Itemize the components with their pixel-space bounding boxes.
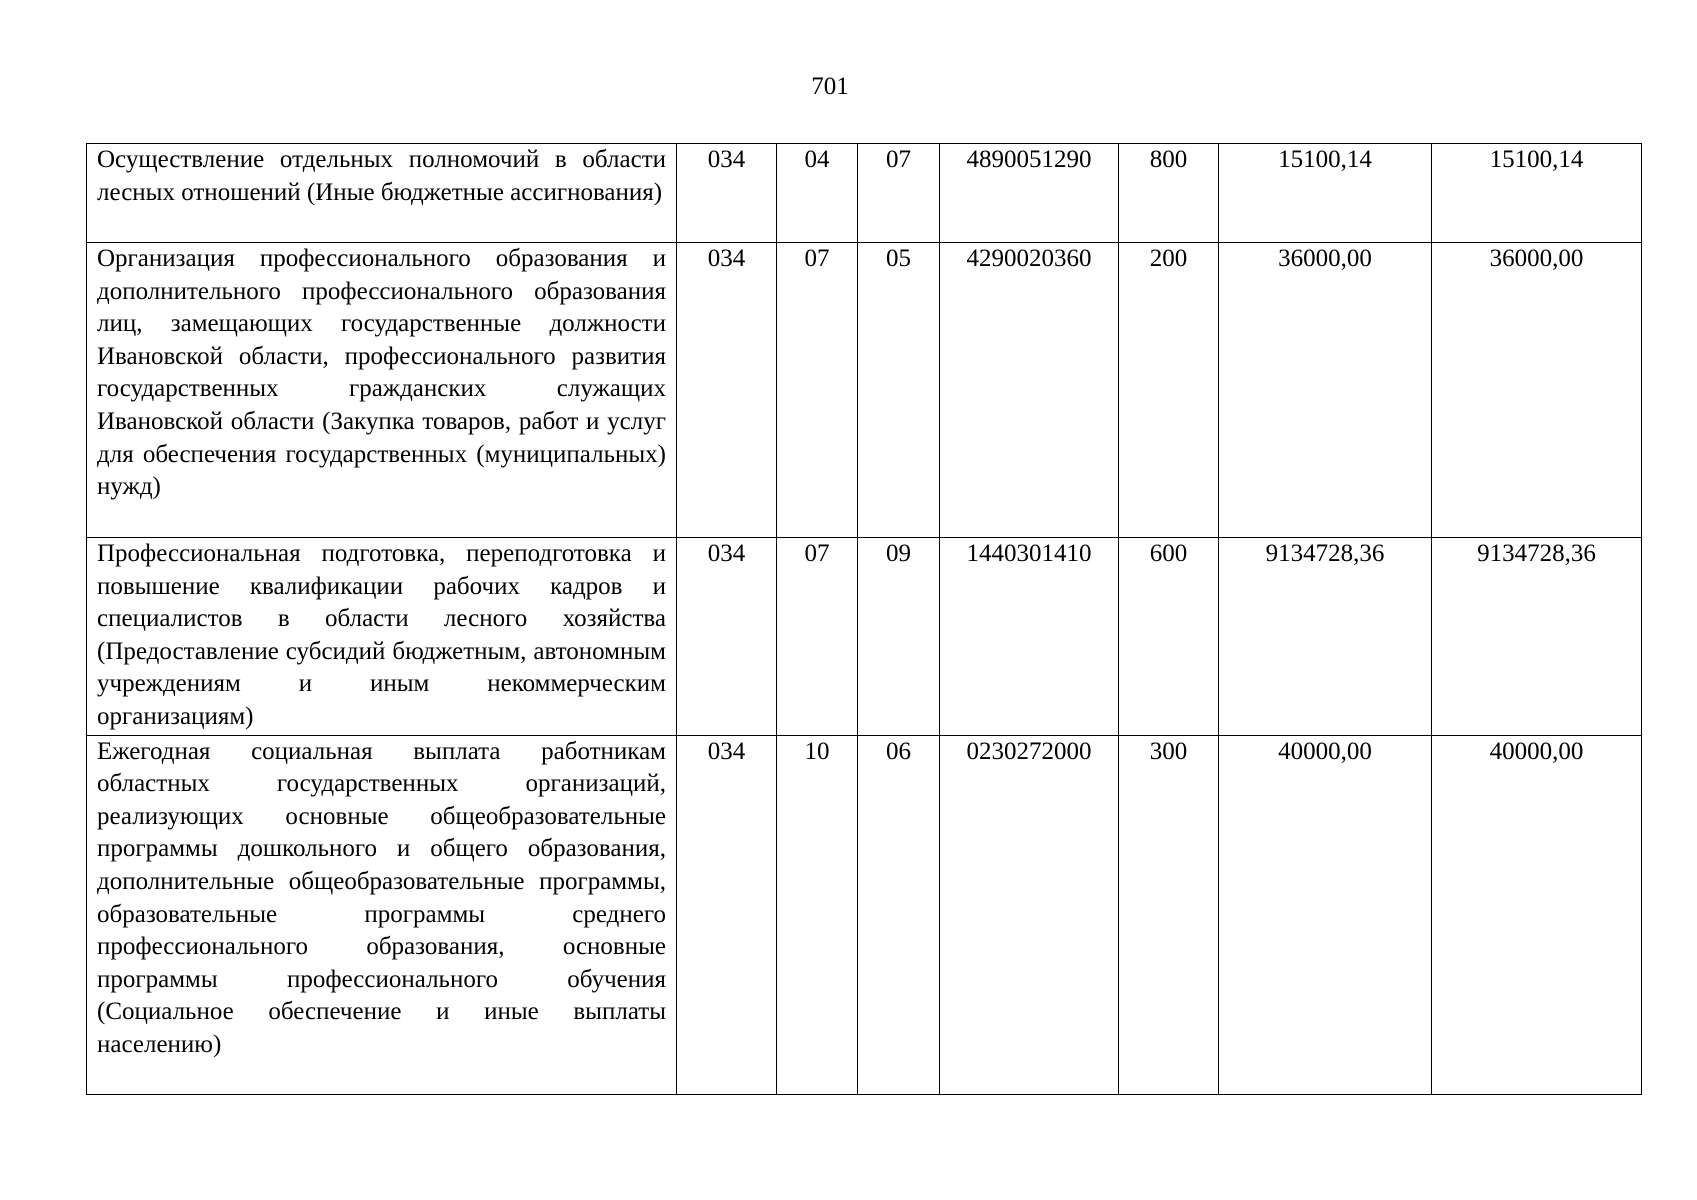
amount-2: 15100,14 <box>1432 144 1642 243</box>
table-row <box>87 144 1642 243</box>
amount-1: 15100,14 <box>1219 144 1432 243</box>
target-article-code: 0230272000 <box>940 735 1119 1094</box>
row-description: Профессиональная подготовка, переподготовка и повышение квалификации рабочих кадров и специалистов в области лесного хозяйства (Предоставление субсидий бюджетным, автономным учреждениям и иным некоммерческим организациям) <box>87 538 677 736</box>
row-description: Организация профессионального образования и дополнительного профессионального образования лиц, замещающих государственные должности Ивановской области, профессионального развития государственных гражданских служащих Ивановской области (Закупка товаров, работ и услуг для обеспечения государственных (муниципальных) нужд) <box>87 243 677 538</box>
table-row <box>87 538 1642 736</box>
section-code: 10 <box>777 735 858 1094</box>
page-number: 701 <box>811 73 849 100</box>
table-row <box>87 735 1642 1094</box>
amount-1: 40000,00 <box>1219 735 1432 1094</box>
section-code: 07 <box>777 538 858 736</box>
expense-type-code: 300 <box>1119 735 1219 1094</box>
amount-2: 40000,00 <box>1432 735 1642 1094</box>
target-article-code: 4290020360 <box>940 243 1119 538</box>
section-code: 04 <box>777 144 858 243</box>
subsection-code: 06 <box>858 735 940 1094</box>
amount-1: 9134728,36 <box>1219 538 1432 736</box>
row-description: Осуществление отдельных полномочий в области лесных отношений (Иные бюджетные ассигнования) <box>87 144 677 243</box>
ministry-code: 034 <box>677 144 777 243</box>
row-description: Ежегодная социальная выплата работникам областных государственных организаций, реализующих основные общеобразовательные программы дошкольного и общего образования, дополнительные общеобразовательные программы, образовательные программы среднего профессионального образования, основные программы профессионального обучения (Социальное обеспечение и иные выплаты населению) <box>87 735 677 1094</box>
amount-2: 9134728,36 <box>1432 538 1642 736</box>
ministry-code: 034 <box>677 538 777 736</box>
subsection-code: 07 <box>858 144 940 243</box>
ministry-code: 034 <box>677 243 777 538</box>
target-article-code: 1440301410 <box>940 538 1119 736</box>
section-code: 07 <box>777 243 858 538</box>
expense-type-code: 800 <box>1119 144 1219 243</box>
amount-1: 36000,00 <box>1219 243 1432 538</box>
subsection-code: 05 <box>858 243 940 538</box>
expense-type-code: 200 <box>1119 243 1219 538</box>
budget-table <box>86 143 1642 1095</box>
target-article-code: 4890051290 <box>940 144 1119 243</box>
ministry-code: 034 <box>677 735 777 1094</box>
amount-2: 36000,00 <box>1432 243 1642 538</box>
subsection-code: 09 <box>858 538 940 736</box>
expense-type-code: 600 <box>1119 538 1219 736</box>
table-row <box>87 243 1642 538</box>
